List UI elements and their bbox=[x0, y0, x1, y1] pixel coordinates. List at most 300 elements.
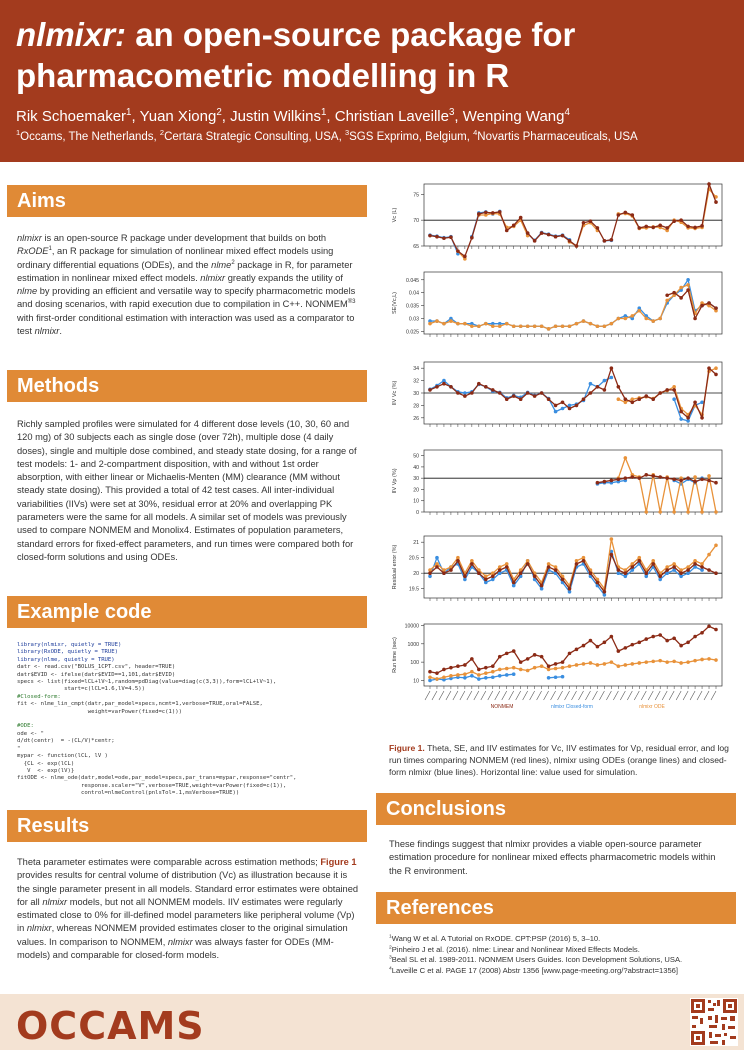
data-point bbox=[540, 324, 544, 328]
nlmixr-term: nlmixr bbox=[200, 272, 226, 283]
x-tick-label bbox=[571, 691, 576, 700]
data-point bbox=[442, 236, 446, 240]
data-point bbox=[679, 575, 683, 579]
data-point bbox=[644, 510, 648, 514]
data-point bbox=[498, 668, 502, 672]
data-point bbox=[512, 581, 516, 585]
data-point bbox=[512, 666, 516, 670]
data-point bbox=[526, 231, 530, 235]
code-line: #ODE: bbox=[17, 723, 34, 730]
code-line: control=nlmeControl(pnlsTol=.1,msVerbose=TRUE)) bbox=[17, 790, 240, 797]
affil-sup: 1 bbox=[16, 128, 21, 138]
y-tick-label: 1000 bbox=[407, 641, 419, 648]
y-tick-label: 0.045 bbox=[406, 277, 419, 284]
data-point bbox=[637, 661, 641, 665]
data-point bbox=[679, 644, 683, 648]
data-point bbox=[491, 575, 495, 579]
data-point bbox=[596, 324, 600, 328]
x-tick-label bbox=[544, 691, 549, 700]
data-point bbox=[554, 675, 558, 679]
x-tick-label bbox=[425, 691, 430, 700]
author-affil-sup: 1 bbox=[126, 107, 132, 118]
x-tick-label bbox=[446, 691, 451, 700]
y-tick-label: 28 bbox=[413, 403, 419, 410]
data-point bbox=[679, 661, 683, 665]
data-point bbox=[498, 674, 502, 678]
data-point bbox=[533, 653, 537, 657]
data-point bbox=[665, 660, 669, 664]
data-point bbox=[617, 571, 621, 575]
y-tick-label: 19.5 bbox=[408, 586, 419, 593]
data-point bbox=[637, 226, 641, 230]
data-point bbox=[693, 562, 697, 566]
x-tick-label bbox=[530, 691, 535, 700]
y-tick-label: 10000 bbox=[404, 623, 419, 630]
data-point bbox=[554, 667, 558, 671]
data-point bbox=[540, 664, 544, 668]
data-point bbox=[603, 388, 607, 392]
data-point bbox=[582, 221, 586, 225]
data-point bbox=[714, 571, 718, 575]
data-point bbox=[456, 673, 460, 677]
data-point bbox=[484, 211, 488, 215]
y-tick-label: 40 bbox=[413, 464, 419, 471]
panel-frame bbox=[424, 184, 722, 246]
data-point bbox=[561, 578, 565, 582]
reference-number: 4 bbox=[389, 966, 392, 972]
data-point bbox=[610, 660, 614, 664]
x-tick-label bbox=[558, 691, 563, 700]
data-point bbox=[435, 565, 439, 569]
aims-p5: by providing an efficient and versatile way to specify pharmacometric models and dosing scenarios, with rapid execution due to compilation in C++. NONMEM bbox=[17, 286, 356, 310]
data-point bbox=[665, 299, 669, 303]
x-tick-label bbox=[516, 691, 521, 700]
data-point bbox=[624, 476, 628, 480]
data-point bbox=[463, 322, 467, 326]
data-point bbox=[561, 234, 565, 238]
data-point bbox=[624, 317, 628, 321]
data-point bbox=[491, 664, 495, 668]
data-point bbox=[679, 417, 683, 421]
data-point bbox=[714, 658, 718, 662]
data-point bbox=[470, 236, 474, 240]
x-tick-label bbox=[453, 691, 458, 700]
data-point bbox=[672, 397, 676, 401]
data-point bbox=[512, 224, 516, 228]
author-name: Wenping Wang bbox=[462, 108, 565, 125]
x-tick-label bbox=[641, 691, 646, 700]
author-name: Yuan Xiong bbox=[139, 108, 217, 125]
data-point bbox=[484, 578, 488, 582]
x-tick-label bbox=[627, 691, 632, 700]
data-point bbox=[693, 475, 697, 479]
reference-item bbox=[389, 966, 734, 977]
data-point bbox=[568, 652, 572, 656]
data-point bbox=[693, 226, 697, 230]
y-axis-label: Vc (L) bbox=[392, 207, 398, 223]
data-point bbox=[428, 679, 432, 683]
data-point bbox=[658, 633, 662, 637]
data-point bbox=[665, 639, 669, 643]
reference-item bbox=[389, 945, 734, 956]
data-point bbox=[505, 667, 509, 671]
data-point bbox=[617, 317, 621, 321]
data-point bbox=[561, 675, 565, 679]
y-tick-label: 10 bbox=[413, 678, 419, 685]
x-tick-label bbox=[676, 691, 681, 700]
data-point bbox=[630, 475, 634, 479]
data-point bbox=[561, 401, 565, 405]
data-point bbox=[610, 553, 614, 557]
data-point bbox=[658, 578, 662, 582]
data-point bbox=[498, 210, 502, 214]
author-name: Justin Wilkins bbox=[230, 108, 321, 125]
y-tick-label: 100 bbox=[410, 660, 419, 667]
data-point bbox=[589, 571, 593, 575]
methods-heading: Methods bbox=[7, 370, 367, 402]
x-tick-label bbox=[585, 691, 590, 700]
data-point bbox=[651, 660, 655, 664]
results-heading: Results bbox=[7, 810, 367, 842]
data-point bbox=[463, 578, 467, 582]
data-point bbox=[672, 385, 676, 389]
y-axis-label: IIV Vp (%) bbox=[392, 468, 398, 494]
x-tick-label bbox=[613, 691, 618, 700]
reference-text: Wang W et al. A Tutorial on RxODE. CPT:PSP (2016) 5, 3–10. bbox=[391, 934, 601, 943]
data-point bbox=[582, 644, 586, 648]
data-point bbox=[630, 565, 634, 569]
data-point bbox=[700, 416, 704, 420]
data-point bbox=[665, 293, 669, 297]
data-point bbox=[686, 278, 690, 282]
code-line: datr <- read.csv("BOLUS_1CPT.csv", header=TRUE) bbox=[17, 664, 176, 671]
data-point bbox=[672, 388, 676, 392]
data-point bbox=[428, 571, 432, 575]
data-point bbox=[449, 235, 453, 239]
aims-p1: is an open-source R package under development that builds on both bbox=[44, 233, 327, 243]
affil-sup: 3 bbox=[344, 128, 350, 138]
data-point bbox=[526, 657, 530, 661]
code-line: ode <- " bbox=[17, 730, 44, 737]
rxode-term: RxODE bbox=[17, 246, 49, 257]
x-tick-label bbox=[439, 691, 444, 700]
data-point bbox=[561, 666, 565, 670]
data-point bbox=[435, 556, 439, 560]
data-point bbox=[686, 283, 690, 287]
references-heading: References bbox=[376, 892, 736, 924]
data-point bbox=[610, 238, 614, 242]
data-point bbox=[644, 317, 648, 321]
data-point bbox=[449, 674, 453, 678]
data-point bbox=[693, 317, 697, 321]
data-point bbox=[644, 394, 648, 398]
data-point bbox=[651, 559, 655, 563]
data-point bbox=[582, 397, 586, 401]
data-point bbox=[498, 565, 502, 569]
data-point bbox=[686, 225, 690, 229]
data-point bbox=[526, 391, 530, 395]
y-tick-label: 75 bbox=[413, 192, 419, 199]
data-point bbox=[610, 322, 614, 326]
qr-code-icon[interactable] bbox=[690, 998, 738, 1046]
x-tick-label bbox=[467, 691, 472, 700]
code-line: V <- exp(lV)} bbox=[17, 767, 75, 774]
data-point bbox=[603, 662, 607, 666]
data-point bbox=[526, 324, 530, 328]
data-point bbox=[477, 673, 481, 677]
data-point bbox=[665, 568, 669, 572]
data-point bbox=[617, 385, 621, 389]
data-point bbox=[714, 306, 718, 310]
nlmixr-term: nlmixr bbox=[26, 923, 52, 934]
data-point bbox=[512, 672, 516, 676]
data-point bbox=[470, 674, 474, 678]
example-code-block bbox=[17, 642, 362, 798]
reference-number: 2 bbox=[389, 945, 392, 951]
data-point bbox=[686, 416, 690, 420]
x-tick-label bbox=[488, 691, 493, 700]
aims-p6: with first-order conditional estimation with interaction was used as a comparator to test bbox=[17, 312, 355, 337]
x-tick-label bbox=[495, 691, 500, 700]
data-point bbox=[617, 478, 621, 482]
y-tick-label: 0.04 bbox=[408, 290, 419, 297]
data-point bbox=[665, 476, 669, 480]
x-tick-label bbox=[662, 691, 667, 700]
data-point bbox=[505, 565, 509, 569]
data-point bbox=[526, 562, 530, 566]
data-point bbox=[596, 645, 600, 649]
data-point bbox=[470, 670, 474, 674]
data-point bbox=[707, 366, 711, 370]
data-point bbox=[449, 385, 453, 389]
example-code-heading: Example code bbox=[7, 596, 367, 628]
data-point bbox=[575, 562, 579, 566]
data-point bbox=[582, 662, 586, 666]
data-point bbox=[491, 670, 495, 674]
data-point bbox=[547, 233, 551, 237]
code-line: d/dt(centr) = -(CL/V)*centr; bbox=[17, 738, 115, 745]
data-point bbox=[582, 559, 586, 563]
data-point bbox=[477, 668, 481, 672]
data-point bbox=[679, 571, 683, 575]
data-point bbox=[484, 671, 488, 675]
affil-text: SGS Exprimo, Belgium, bbox=[349, 131, 474, 143]
x-tick-label bbox=[523, 691, 528, 700]
code-line: datr$EVID <- ifelse(datr$EVID==1,101,datr$EVID) bbox=[17, 671, 176, 678]
data-point bbox=[637, 309, 641, 313]
y-tick-label: 10 bbox=[413, 498, 419, 505]
y-tick-label: 0.035 bbox=[406, 303, 419, 310]
data-point bbox=[700, 478, 704, 482]
data-point bbox=[435, 671, 439, 675]
data-point bbox=[679, 410, 683, 414]
data-point bbox=[484, 666, 488, 670]
data-point bbox=[484, 385, 488, 389]
author-affil-sup: 2 bbox=[216, 107, 222, 118]
data-point bbox=[714, 200, 718, 204]
data-point bbox=[575, 559, 579, 563]
data-point bbox=[651, 319, 655, 323]
affil-sup: 4 bbox=[473, 128, 478, 138]
caption-label: Figure 1. bbox=[389, 743, 425, 753]
x-tick-label bbox=[592, 691, 597, 700]
data-point bbox=[630, 397, 634, 401]
x-tick-label bbox=[697, 691, 702, 700]
nlmixr-term: nlmixr bbox=[42, 896, 68, 907]
results-p1: Theta parameter estimates were comparable across estimation methods; bbox=[17, 857, 318, 867]
x-tick-label bbox=[432, 691, 437, 700]
data-point bbox=[463, 663, 467, 667]
caption-text: Theta, SE, and IIV estimates for Vc, IIV estimates for Vp, residual error, and log run times comparing NONMEM (red lines), nlmixr using ODEs (orange lines) and closed-form nlmixr (blue lines). Horizontal line: value used for simulation. bbox=[389, 743, 729, 777]
data-point bbox=[463, 676, 467, 680]
data-point bbox=[505, 652, 509, 656]
data-point bbox=[477, 677, 481, 681]
data-point bbox=[505, 322, 509, 326]
data-point bbox=[554, 324, 558, 328]
data-point bbox=[456, 322, 460, 326]
author-name: Rik Schoemaker bbox=[16, 108, 127, 125]
data-point bbox=[463, 255, 467, 259]
data-point bbox=[540, 587, 544, 591]
legend-item: nlmixr ODE bbox=[639, 704, 665, 710]
author-affil-sup: 3 bbox=[448, 107, 455, 118]
data-point bbox=[624, 456, 628, 460]
data-point bbox=[456, 391, 460, 395]
data-point bbox=[589, 219, 593, 223]
data-point bbox=[428, 575, 432, 579]
data-point bbox=[603, 593, 607, 597]
data-point bbox=[679, 218, 683, 222]
data-point bbox=[707, 479, 711, 483]
data-point bbox=[505, 229, 509, 233]
data-point bbox=[568, 239, 572, 243]
data-point bbox=[463, 672, 467, 676]
data-point bbox=[596, 581, 600, 585]
data-point bbox=[637, 559, 641, 563]
data-point bbox=[644, 571, 648, 575]
series-line bbox=[430, 280, 716, 329]
data-point bbox=[540, 391, 544, 395]
data-point bbox=[624, 575, 628, 579]
nlmixr-term: nlmixr bbox=[17, 233, 42, 243]
x-tick-label bbox=[704, 691, 709, 700]
data-point bbox=[672, 565, 676, 569]
data-point bbox=[435, 235, 439, 239]
x-tick-label bbox=[481, 691, 486, 700]
poster-header bbox=[0, 0, 744, 162]
data-point bbox=[707, 474, 711, 478]
data-point bbox=[519, 668, 523, 672]
x-tick-label bbox=[565, 691, 570, 700]
x-tick-label bbox=[683, 691, 688, 700]
data-point bbox=[630, 662, 634, 666]
references-list bbox=[389, 934, 734, 976]
data-point bbox=[624, 571, 628, 575]
data-point bbox=[672, 562, 676, 566]
code-line: library(nlmixr, quietly = TRUE) bbox=[17, 642, 122, 648]
data-point bbox=[442, 571, 446, 575]
data-point bbox=[603, 480, 607, 484]
data-point bbox=[498, 655, 502, 659]
x-tick-label bbox=[655, 691, 660, 700]
data-point bbox=[693, 659, 697, 663]
data-point bbox=[589, 322, 593, 326]
y-tick-label: 21 bbox=[413, 540, 419, 547]
data-point bbox=[644, 225, 648, 229]
data-point bbox=[428, 234, 432, 238]
data-point bbox=[617, 397, 621, 401]
aims-p3: package in R, for parameter estimation in nonlinear mixed effect models. bbox=[17, 259, 353, 283]
data-point bbox=[714, 628, 718, 632]
data-point bbox=[484, 581, 488, 585]
reference-item bbox=[389, 934, 734, 945]
data-point bbox=[651, 226, 655, 230]
title-italic: nlmixr: bbox=[16, 16, 127, 53]
data-point bbox=[658, 224, 662, 228]
reference-number: 3 bbox=[389, 955, 392, 961]
data-point bbox=[477, 212, 481, 216]
data-point bbox=[686, 510, 690, 514]
figure-ref: Figure 1 bbox=[320, 857, 357, 867]
data-point bbox=[428, 388, 432, 392]
results-p2: provides results for central volume of distribution (Vc) as illustration because it is the single parameter present in all models. Standard error estimates were obtained for all bbox=[17, 870, 359, 907]
data-point bbox=[547, 327, 551, 331]
data-point bbox=[533, 394, 537, 398]
affil-text: Occams, The Netherlands, bbox=[20, 131, 160, 143]
data-point bbox=[449, 568, 453, 572]
data-point bbox=[610, 537, 614, 541]
y-axis-label: Residual error (%) bbox=[392, 544, 398, 590]
data-point bbox=[686, 660, 690, 664]
data-point bbox=[505, 397, 509, 401]
data-point bbox=[428, 675, 432, 679]
x-tick-label bbox=[634, 691, 639, 700]
poster-title bbox=[16, 14, 736, 96]
data-point bbox=[672, 478, 676, 482]
data-point bbox=[700, 510, 704, 514]
affiliation-list bbox=[16, 128, 638, 143]
data-point bbox=[630, 401, 634, 405]
data-point bbox=[498, 324, 502, 328]
author-affil-sup: 1 bbox=[320, 107, 327, 118]
aims-p2: , an R package for simulation of nonlinear mixed effect models using ordinary differential equations (ODEs), and the bbox=[17, 246, 334, 270]
legend-item: NONMEM bbox=[490, 704, 514, 710]
code-line: library(RxODE, quietly = TRUE) bbox=[17, 649, 119, 656]
data-point bbox=[637, 556, 641, 560]
data-point bbox=[693, 480, 697, 484]
data-point bbox=[596, 663, 600, 667]
data-point bbox=[512, 394, 516, 398]
data-point bbox=[519, 571, 523, 575]
data-point bbox=[491, 388, 495, 392]
aims-p4: greatly expands the utility of bbox=[227, 272, 343, 283]
nlme-term: nlme bbox=[211, 259, 232, 270]
data-point bbox=[707, 182, 711, 186]
series-line bbox=[618, 458, 716, 512]
data-point bbox=[547, 668, 551, 672]
code-line: fit <- nlme_lin_cmpt(datr,par_model=specs,ncmt=1,verbose=TRUE,oral=FALSE, bbox=[17, 701, 263, 708]
results-p3: models, but not all NONMEM models. IIV estimates were regularly estimated close to 0% for ill-defined model parameters like peripheral volume (Vp) in bbox=[17, 896, 355, 934]
data-point bbox=[428, 670, 432, 674]
data-point bbox=[442, 322, 446, 326]
y-tick-label: 65 bbox=[413, 244, 419, 250]
data-point bbox=[637, 476, 641, 480]
data-point bbox=[456, 664, 460, 668]
data-point bbox=[533, 575, 537, 579]
x-tick-label bbox=[620, 691, 625, 700]
x-tick-label bbox=[474, 691, 479, 700]
y-tick-label: 26 bbox=[413, 415, 419, 422]
